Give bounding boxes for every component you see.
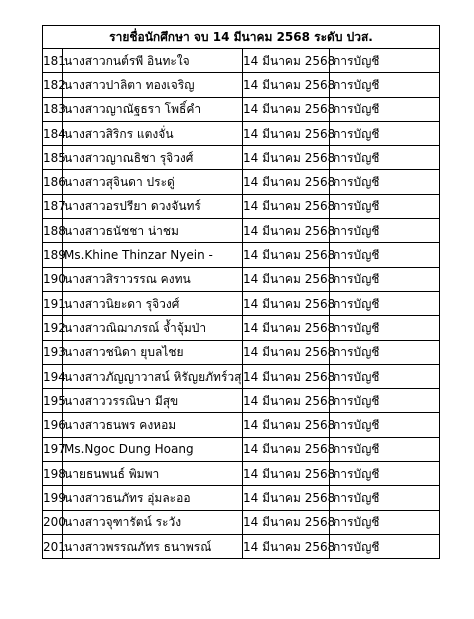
table-row <box>43 340 440 364</box>
row-number: 189 <box>43 243 63 267</box>
table-row <box>43 267 440 291</box>
student-name: Ms.Ngoc Dung Hoang <box>63 437 243 461</box>
program-name: การบัญชี <box>330 97 440 121</box>
program-name: การบัญชี <box>330 219 440 243</box>
graduation-date: 14 มีนาคม 2568 <box>243 316 330 340</box>
graduation-date: 14 มีนาคม 2568 <box>243 534 330 558</box>
student-name: นางสาวกนต์รพี อินทะใจ <box>63 49 243 73</box>
row-number: 198 <box>43 462 63 486</box>
graduation-date: 14 มีนาคม 2568 <box>243 413 330 437</box>
student-name: นางสาวธนภัทร อุ่มละออ <box>63 486 243 510</box>
graduation-date: 14 มีนาคม 2568 <box>243 267 330 291</box>
table-row <box>43 121 440 145</box>
graduation-date: 14 มีนาคม 2568 <box>243 364 330 388</box>
student-name: นางสาวอรปรียา ดวงจันทร์ <box>63 194 243 218</box>
graduation-date: 14 มีนาคม 2568 <box>243 146 330 170</box>
graduation-date: 14 มีนาคม 2568 <box>243 340 330 364</box>
program-name: การบัญชี <box>330 364 440 388</box>
graduation-date: 14 มีนาคม 2568 <box>243 462 330 486</box>
program-name: การบัญชี <box>330 413 440 437</box>
program-name: การบัญชี <box>330 267 440 291</box>
program-name: การบัญชี <box>330 146 440 170</box>
graduation-date: 14 มีนาคม 2568 <box>243 510 330 534</box>
program-name: การบัญชี <box>330 121 440 145</box>
program-name: การบัญชี <box>330 462 440 486</box>
table-body <box>43 49 440 559</box>
row-number: 195 <box>43 389 63 413</box>
table-row <box>43 49 440 73</box>
student-name: นางสาวพรรณภัทร ธนาพรณ์ <box>63 534 243 558</box>
table-row <box>43 291 440 315</box>
table-row <box>43 194 440 218</box>
program-name: การบัญชี <box>330 243 440 267</box>
student-name: นางสาวภัญญาวาสน์ หิรัญยภัทร์วสุ <box>63 364 243 388</box>
row-number: 190 <box>43 267 63 291</box>
graduates-table <box>42 25 440 559</box>
table-row <box>43 146 440 170</box>
row-number: 182 <box>43 73 63 97</box>
row-number: 196 <box>43 413 63 437</box>
student-name: นางสาวจุฑารัตน์ ระวัง <box>63 510 243 534</box>
table-row <box>43 364 440 388</box>
row-number: 186 <box>43 170 63 194</box>
graduation-date: 14 มีนาคม 2568 <box>243 121 330 145</box>
student-name: นางสาวธนัชชา น่าชม <box>63 219 243 243</box>
row-number: 187 <box>43 194 63 218</box>
table-row <box>43 437 440 461</box>
graduation-date: 14 มีนาคม 2568 <box>243 219 330 243</box>
student-name: Ms.Khine Thinzar Nyein - <box>63 243 243 267</box>
student-name: นางสาวสิราวรรณ คงทน <box>63 267 243 291</box>
program-name: การบัญชี <box>330 73 440 97</box>
graduation-date: 14 มีนาคม 2568 <box>243 73 330 97</box>
program-name: การบัญชี <box>330 170 440 194</box>
table-row <box>43 170 440 194</box>
program-name: การบัญชี <box>330 194 440 218</box>
table-row <box>43 462 440 486</box>
table-row <box>43 389 440 413</box>
table-row <box>43 243 440 267</box>
row-number: 194 <box>43 364 63 388</box>
student-name: นางสาวนิยะดา รุจิวงศ์ <box>63 291 243 315</box>
program-name: การบัญชี <box>330 486 440 510</box>
graduation-date: 14 มีนาคม 2568 <box>243 194 330 218</box>
table-row <box>43 316 440 340</box>
row-number: 192 <box>43 316 63 340</box>
table-row <box>43 219 440 243</box>
program-name: การบัญชี <box>330 534 440 558</box>
graduation-date: 14 มีนาคม 2568 <box>243 486 330 510</box>
row-number: 188 <box>43 219 63 243</box>
table-row <box>43 510 440 534</box>
program-name: การบัญชี <box>330 49 440 73</box>
table-row <box>43 534 440 558</box>
graduation-date: 14 มีนาคม 2568 <box>243 437 330 461</box>
program-name: การบัญชี <box>330 389 440 413</box>
row-number: 200 <box>43 510 63 534</box>
row-number: 197 <box>43 437 63 461</box>
graduation-date: 14 มีนาคม 2568 <box>243 97 330 121</box>
student-name: นางสาวธนพร คงหอม <box>63 413 243 437</box>
graduation-date: 14 มีนาคม 2568 <box>243 243 330 267</box>
table-row <box>43 413 440 437</box>
graduation-date: 14 มีนาคม 2568 <box>243 49 330 73</box>
row-number: 193 <box>43 340 63 364</box>
row-number: 183 <box>43 97 63 121</box>
program-name: การบัญชี <box>330 510 440 534</box>
table-row <box>43 486 440 510</box>
student-name: นางสาวชนิดา ยุบลไชย <box>63 340 243 364</box>
table-title: รายชื่อนักศึกษา จบ 14 มีนาคม 2568 ระดับ ปวส. <box>43 26 440 49</box>
program-name: การบัญชี <box>330 316 440 340</box>
program-name: การบัญชี <box>330 291 440 315</box>
student-name: นางสาวสิริกร แตงจั่น <box>63 121 243 145</box>
row-number: 191 <box>43 291 63 315</box>
row-number: 184 <box>43 121 63 145</box>
row-number: 185 <box>43 146 63 170</box>
student-name: นางสาวญาณธิชา รุจิวงศ์ <box>63 146 243 170</box>
student-name: นางสาววรรณิษา มีสุข <box>63 389 243 413</box>
table-row <box>43 73 440 97</box>
table-title-row <box>43 26 440 49</box>
graduation-date: 14 มีนาคม 2568 <box>243 389 330 413</box>
graduation-date: 14 มีนาคม 2568 <box>243 170 330 194</box>
program-name: การบัญชี <box>330 340 440 364</box>
program-name: การบัญชี <box>330 437 440 461</box>
row-number: 181 <box>43 49 63 73</box>
table-row <box>43 97 440 121</box>
row-number: 199 <box>43 486 63 510</box>
row-number: 201 <box>43 534 63 558</box>
student-name: นางสาวญาณัฐธรา โพธิ์คำ <box>63 97 243 121</box>
student-name: นางสาวณิฌาภรณ์ จ้ำจุ้มป่า <box>63 316 243 340</box>
student-name: นายธนพนธ์ พิมพา <box>63 462 243 486</box>
student-name: นางสาวปาลิตา ทองเจริญ <box>63 73 243 97</box>
graduation-date: 14 มีนาคม 2568 <box>243 291 330 315</box>
student-name: นางสาวสุจินดา ประดู่ <box>63 170 243 194</box>
